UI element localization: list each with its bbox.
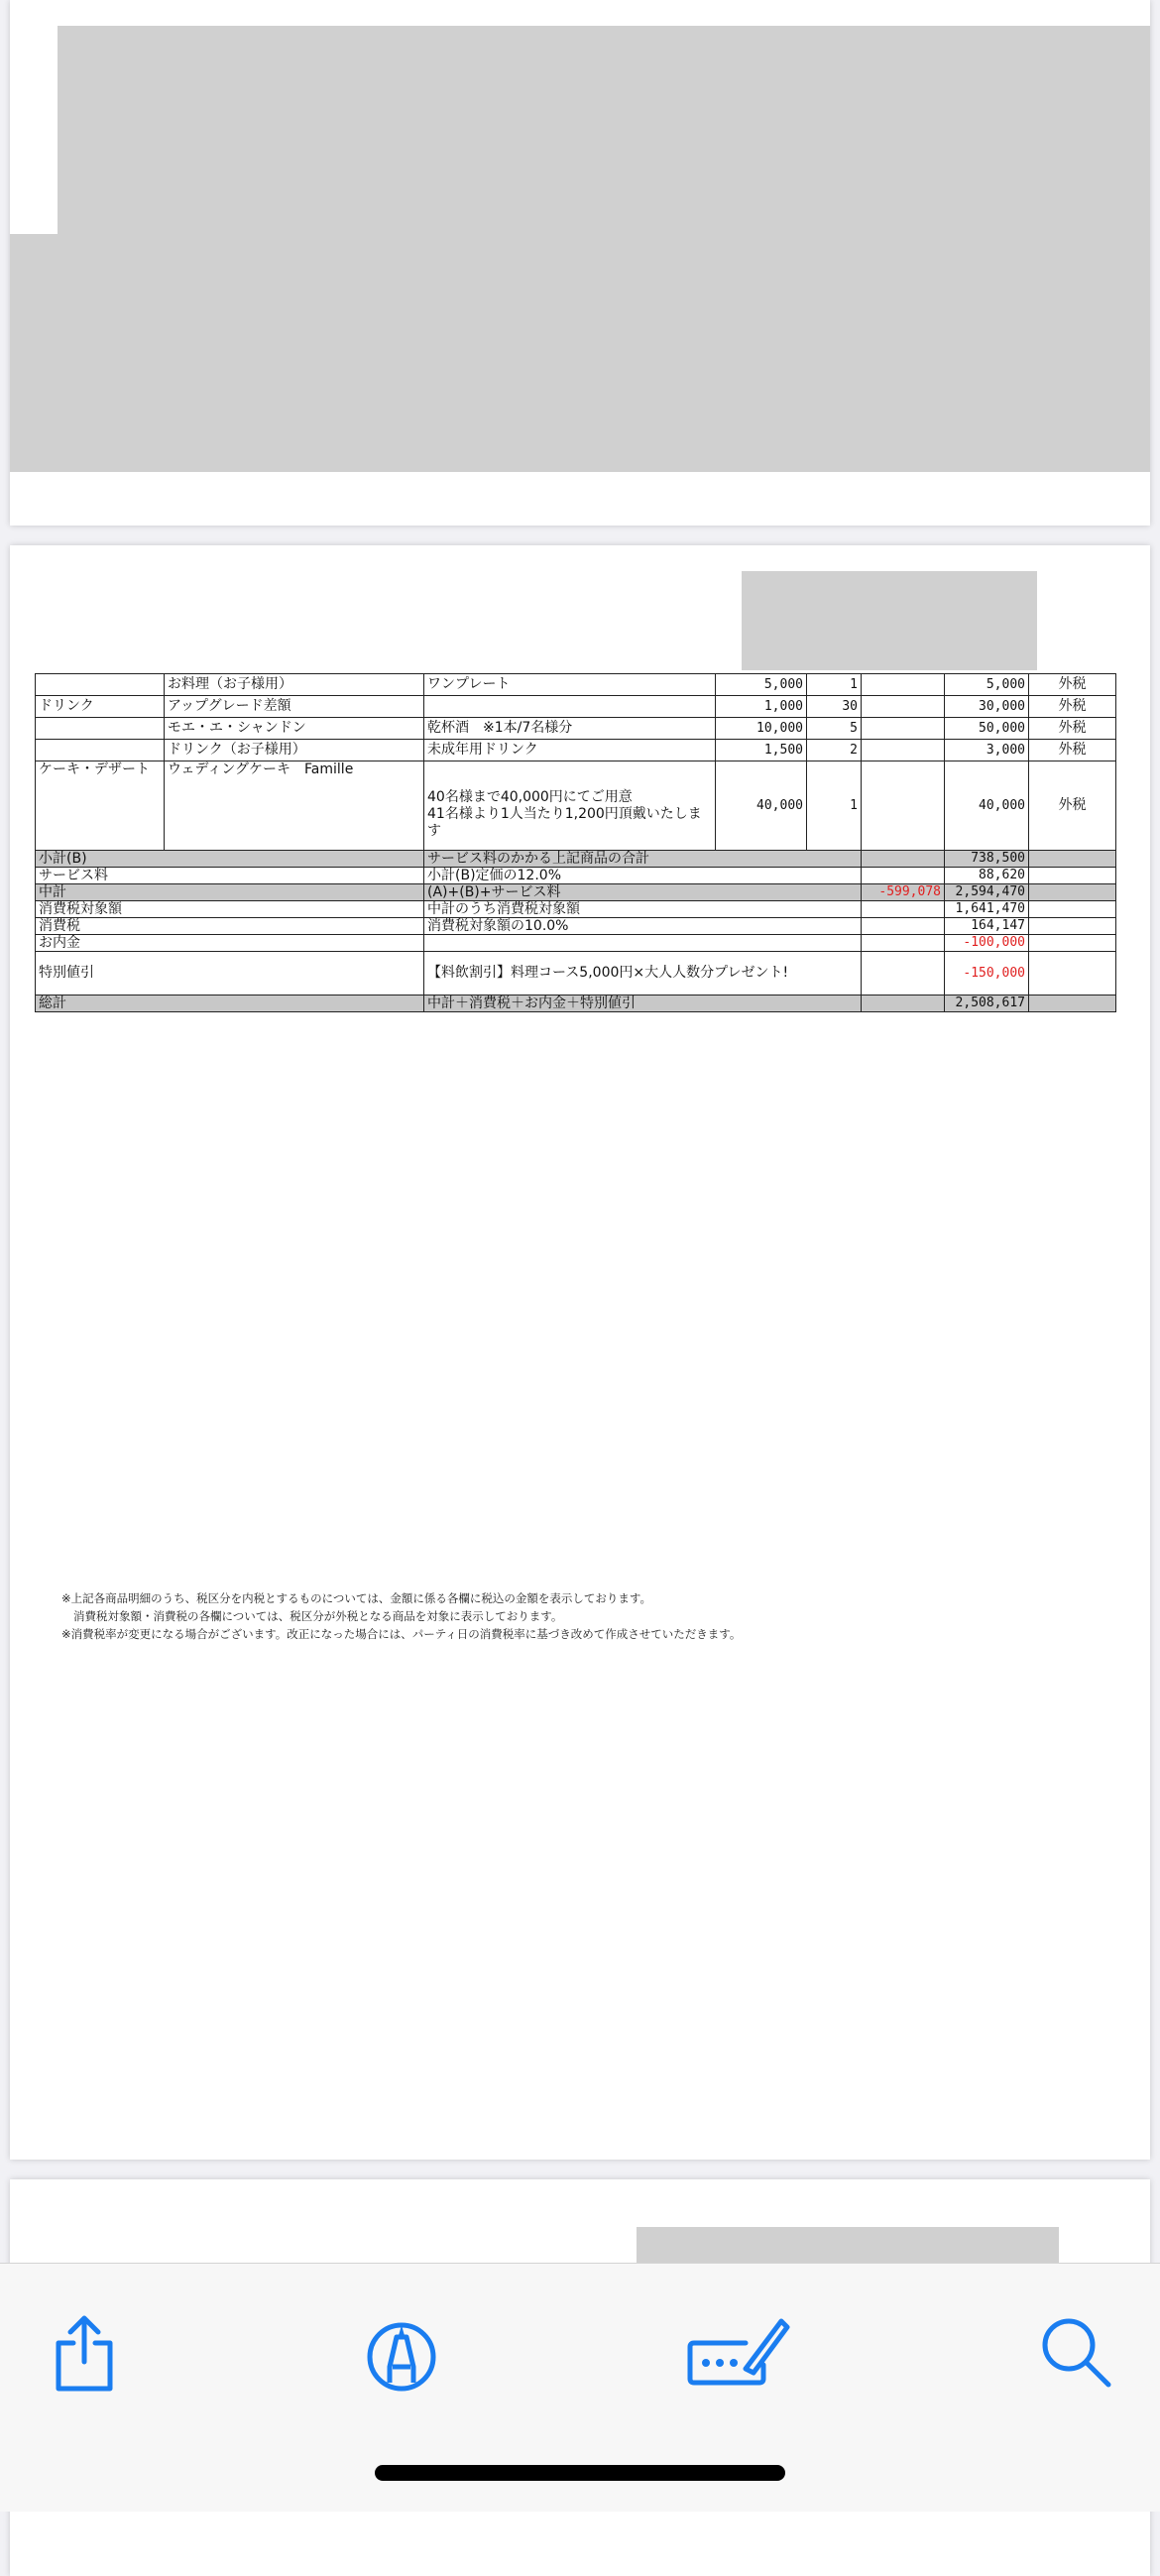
home-indicator[interactable] — [375, 2465, 785, 2481]
summary-label: 中計 — [36, 884, 424, 901]
search-button[interactable] — [1031, 2307, 1120, 2397]
blank-cell — [1029, 935, 1116, 952]
summary-label: 総計 — [36, 995, 424, 1012]
item-cell: お料理（お子様用） — [165, 674, 424, 696]
footnote: 消費税対象額・消費税の各欄については、税区分が外税となる商品を対象に表示しております。 — [73, 1609, 563, 1623]
summary-amount: 1,641,470 — [945, 901, 1029, 918]
quantity-cell: 2 — [807, 740, 862, 761]
description-line: 40名様まで40,000円にてご用意 — [427, 789, 633, 805]
table-row — [36, 674, 1116, 696]
summary-label: 小計(B) — [36, 851, 424, 868]
description-cell: ワンプレート — [424, 674, 716, 696]
summary-amount: 738,500 — [945, 851, 1029, 868]
redacted-area — [10, 234, 248, 472]
summary-row-subtotal-b — [36, 851, 1116, 868]
summary-label: 消費税 — [36, 918, 424, 935]
summary-amount: -150,000 — [945, 952, 1029, 995]
document-page-2 — [10, 545, 1150, 2160]
summary-description: 消費税対象額の10.0% — [424, 918, 862, 935]
unit-price-cell: 1,500 — [716, 740, 807, 761]
footnote: ※上記各商品明細のうち、税区分を内税とするものについては、金額に係る各欄に税込の金額を表示しております。 — [61, 1591, 651, 1605]
summary-row-special-discount — [36, 952, 1116, 995]
blank-cell — [862, 674, 945, 696]
summary-amount: 88,620 — [945, 868, 1029, 884]
description-cell: 未成年用ドリンク — [424, 740, 716, 761]
blank-cell — [1029, 901, 1116, 918]
tax-type-cell: 外税 — [1029, 674, 1116, 696]
summary-label: 特別値引 — [36, 952, 424, 995]
search-icon — [1031, 2307, 1120, 2397]
category-cell: ケーキ・デザート — [36, 761, 165, 851]
quantity-cell: 1 — [807, 761, 862, 851]
blank-cell — [862, 761, 945, 851]
summary-label: 消費税対象額 — [36, 901, 424, 918]
category-cell — [36, 740, 165, 761]
amount-cell: 40,000 — [945, 761, 1029, 851]
footnotes — [61, 1589, 1112, 1643]
table-row — [36, 761, 1116, 851]
summary-label: お内金 — [36, 935, 424, 952]
quantity-cell: 30 — [807, 696, 862, 718]
summary-extra — [862, 935, 945, 952]
description-cell — [424, 761, 716, 851]
summary-description: 【料飲割引】料理コース5,000円×大人人数分プレゼント! — [424, 952, 862, 995]
description-line: 41名様より1人当たり1,200円頂戴いたしま — [427, 806, 702, 822]
tax-type-cell: 外税 — [1029, 740, 1116, 761]
item-cell: アップグレード差額 — [165, 696, 424, 718]
summary-description: (A)+(B)+サービス料 — [424, 884, 862, 901]
amount-cell: 3,000 — [945, 740, 1029, 761]
signature-button[interactable] — [684, 2307, 793, 2397]
summary-description: サービス料のかかる上記商品の合計 — [424, 851, 862, 868]
summary-extra — [862, 868, 945, 884]
unit-price-cell: 40,000 — [716, 761, 807, 851]
summary-extra: -599,078 — [862, 884, 945, 901]
summary-extra — [862, 851, 945, 868]
summary-amount: 2,594,470 — [945, 884, 1029, 901]
redacted-area — [742, 571, 1037, 670]
tax-type-cell: 外税 — [1029, 761, 1116, 851]
summary-description — [424, 935, 862, 952]
tax-type-cell: 外税 — [1029, 696, 1116, 718]
summary-amount: -100,000 — [945, 935, 1029, 952]
quantity-cell: 5 — [807, 718, 862, 740]
summary-label: サービス料 — [36, 868, 424, 884]
document-page-1 — [10, 0, 1150, 526]
summary-amount: 2,508,617 — [945, 995, 1029, 1012]
summary-description: 中計＋消費税＋お内金＋特別値引 — [424, 995, 862, 1012]
summary-amount: 164,147 — [945, 918, 1029, 935]
summary-description: 小計(B)定価の12.0% — [424, 868, 862, 884]
summary-row-grand-total — [36, 995, 1116, 1012]
summary-extra — [862, 918, 945, 935]
amount-cell: 30,000 — [945, 696, 1029, 718]
signature-icon — [684, 2307, 793, 2397]
blank-cell — [1029, 952, 1116, 995]
summary-row-consumption-tax — [36, 918, 1116, 935]
category-cell: ドリンク — [36, 696, 165, 718]
table-row — [36, 696, 1116, 718]
quantity-cell: 1 — [807, 674, 862, 696]
blank-cell — [1029, 868, 1116, 884]
blank-cell — [1029, 884, 1116, 901]
category-cell — [36, 718, 165, 740]
unit-price-cell: 10,000 — [716, 718, 807, 740]
blank-cell — [862, 718, 945, 740]
markup-icon — [357, 2307, 446, 2397]
share-icon — [40, 2307, 129, 2397]
unit-price-cell: 5,000 — [716, 674, 807, 696]
summary-row-deposit — [36, 935, 1116, 952]
table-row — [36, 718, 1116, 740]
summary-row-taxable-amount — [36, 901, 1116, 918]
item-cell: モエ・エ・シャンドン — [165, 718, 424, 740]
category-cell — [36, 674, 165, 696]
footnote: ※消費税率が変更になる場合がございます。改正になった場合には、パーティ日の消費税率に基づき改めて作成させていただきます。 — [61, 1627, 742, 1641]
blank-cell — [862, 740, 945, 761]
blank-cell — [1029, 851, 1116, 868]
blank-cell — [1029, 995, 1116, 1012]
item-cell: ウェディングケーキ Famille — [165, 761, 424, 851]
blank-cell — [1029, 918, 1116, 935]
summary-extra — [862, 901, 945, 918]
item-cell: ドリンク（お子様用） — [165, 740, 424, 761]
description-cell: 乾杯酒 ※1本/7名様分 — [424, 718, 716, 740]
invoice-table — [35, 673, 1116, 1012]
table-row — [36, 740, 1116, 761]
description-line: す — [427, 823, 441, 839]
unit-price-cell: 1,000 — [716, 696, 807, 718]
amount-cell: 50,000 — [945, 718, 1029, 740]
blank-cell — [862, 696, 945, 718]
summary-extra — [862, 995, 945, 1012]
share-button[interactable] — [40, 2307, 129, 2397]
tax-type-cell: 外税 — [1029, 718, 1116, 740]
summary-row-midtotal — [36, 884, 1116, 901]
description-cell — [424, 696, 716, 718]
markup-button[interactable] — [357, 2307, 446, 2397]
summary-extra — [862, 952, 945, 995]
amount-cell: 5,000 — [945, 674, 1029, 696]
summary-row-service-fee — [36, 868, 1116, 884]
summary-description: 中計のうち消費税対象額 — [424, 901, 862, 918]
